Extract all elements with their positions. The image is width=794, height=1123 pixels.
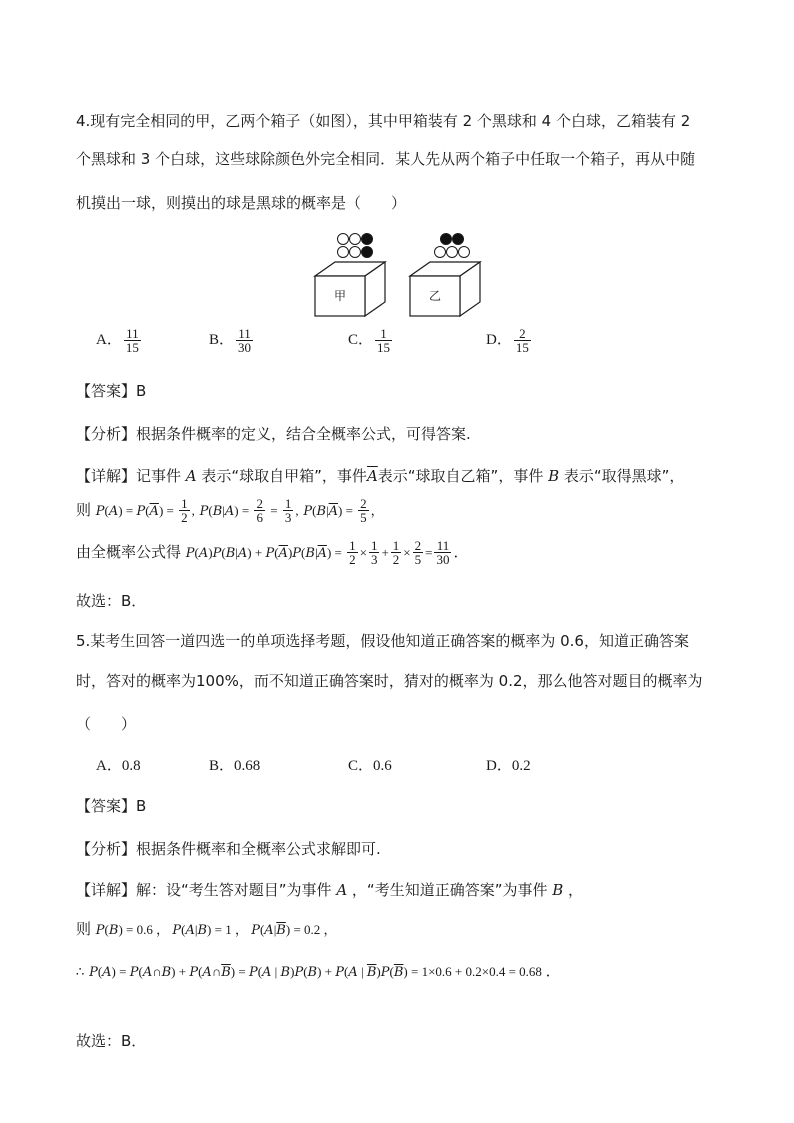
yi-balls bbox=[435, 234, 470, 258]
q5-line-2: 时，答对的概率为100%，而不知道正确答案时，猜对的概率为 0.2，那么他答对题目的概率为 bbox=[76, 672, 703, 690]
jia-balls bbox=[338, 234, 373, 258]
box-yi-label: 乙 bbox=[428, 289, 442, 303]
black-ball bbox=[441, 234, 452, 245]
q4-option-b: B． $\frac{11}{30}$ bbox=[209, 326, 252, 355]
black-ball bbox=[362, 247, 373, 258]
white-ball bbox=[338, 234, 349, 245]
q5-given: 则 P(B) = 0.6 ， P(A|B) = 1 ， $P(A|\overline{B}) = 0.2$ ， bbox=[76, 920, 337, 938]
white-ball bbox=[350, 247, 361, 258]
box-jia-label: 甲 bbox=[333, 289, 347, 303]
q4-line-2: 个黑球和 3 个白球，这些球除颜色外完全相同．某人先从两个箱子中任取一个箱子，再从中随 bbox=[76, 150, 696, 168]
q4-analysis: 【分析】根据条件概率的定义，结合全概率公式，可得答案. bbox=[76, 425, 471, 443]
q4-detail: 【详解】记事件 A 表示“球取自甲箱”，事件$\overline{A}$表示“球取自乙箱”，事件 B 表示“取得黑球”， bbox=[76, 467, 685, 485]
q5-detail: 【详解】解：设“考生答对题目”为事件 A ，“考生知道正确答案”为事件 B ， bbox=[76, 881, 584, 899]
q5-option-d: D．0.2 bbox=[486, 758, 531, 774]
q4-total-probability: 由全概率公式得 $P(A)P(B|A) + P(\overline{A})P(B|\overline{A})$ = $\frac{1}{2}$ × $\frac{1}{3}$ + $\frac{1}{2}$ × $\frac{2}{5}$ = $\frac{11}{30}$ ． bbox=[76, 538, 469, 567]
q4-option-d: D． $\frac{2}{15}$ bbox=[486, 326, 529, 355]
box-yi bbox=[410, 262, 480, 316]
white-ball bbox=[350, 234, 361, 245]
q5-line-1: 5.某考生回答一道四选一的单项选择考题，假设他知道正确答案的概率为 0.6，知道正确答案 bbox=[76, 632, 689, 650]
q5-answer: 【答案】B bbox=[76, 797, 147, 815]
black-ball bbox=[362, 234, 373, 245]
q4-choose: 故选：B． bbox=[76, 592, 147, 610]
boxes-figure bbox=[305, 228, 490, 320]
white-ball bbox=[459, 247, 470, 258]
q4-probabilities: 则 $P(A) = P(\overline{A})$ = $\frac{1}{2}$ , P(B|A) = $\frac{2}{6}$ = $\frac{1}{3}$ , $P(B|\overline{A})$ = $\frac{2}{5}$ ， bbox=[76, 496, 384, 525]
q4-line-1: 4.现有完全相同的甲，乙两个箱子（如图），其中甲箱装有 2 个黑球和 4 个白球，乙箱装有 2 bbox=[76, 112, 691, 130]
q4-option-a: A． $\frac{11}{15}$ bbox=[96, 326, 139, 355]
white-ball bbox=[435, 247, 446, 258]
q5-analysis: 【分析】根据条件概率和全概率公式求解即可. bbox=[76, 840, 381, 858]
q4-option-c: C． $\frac{1}{15}$ bbox=[348, 326, 391, 355]
q5-choose: 故选：B． bbox=[76, 1032, 147, 1050]
white-ball bbox=[338, 247, 349, 258]
q4-line-3: 机摸出一球，则摸出的球是黑球的概率是（ ） bbox=[76, 194, 407, 212]
q5-option-b: B．0.68 bbox=[209, 758, 261, 774]
white-ball bbox=[447, 247, 458, 258]
q5-formula: ∴ P(A) = P(A∩B) + $P(A\cap\overline{B}) = P(A$ | B)P(B) + P(A | $\overline{B})P(\overline{B}) = 1\times 0.6 + 0.2\times 0.4 = 0.68$ ． bbox=[76, 964, 561, 980]
q5-option-c: C．0.6 bbox=[348, 758, 392, 774]
black-ball bbox=[453, 234, 464, 245]
box-jia bbox=[315, 262, 385, 316]
q5-option-a: A．0.8 bbox=[96, 758, 141, 774]
q5-line-3: （ ） bbox=[76, 715, 137, 733]
q4-answer: 【答案】B bbox=[76, 382, 147, 400]
